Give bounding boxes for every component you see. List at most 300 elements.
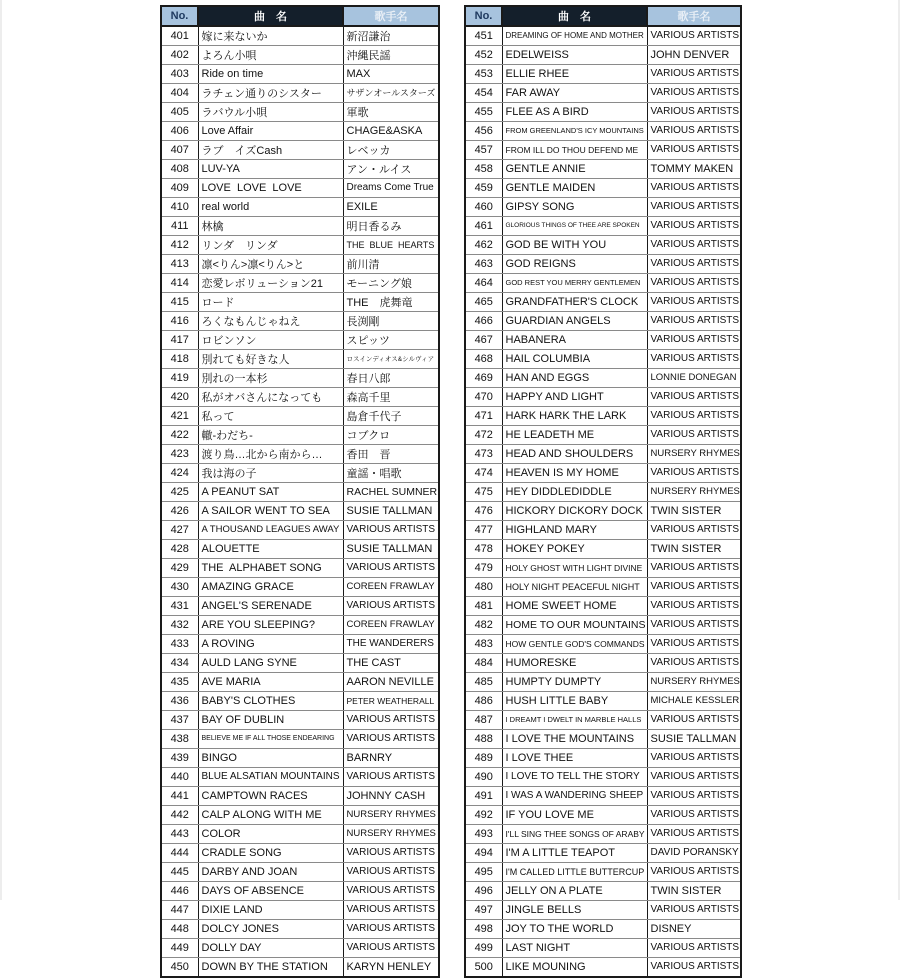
song-artist-cell-text: VARIOUS ARTISTS	[650, 277, 740, 289]
song-no-cell	[465, 920, 502, 939]
song-title-cell	[502, 673, 647, 692]
song-artist-cell	[647, 388, 741, 407]
song-no-cell	[161, 597, 198, 616]
song-title-cell-text: リンダ リンダ	[201, 239, 278, 252]
song-title-cell-text: 嫁に来ないか	[201, 30, 268, 43]
song-no-cell-text: 467	[474, 333, 493, 346]
song-artist-cell	[343, 730, 439, 749]
song-title-cell-text: GENTLE ANNIE	[505, 162, 586, 175]
song-artist-cell	[647, 464, 741, 483]
song-artist-cell-text: EXILE	[346, 200, 378, 213]
song-title-cell	[502, 65, 647, 84]
song-artist-cell	[343, 274, 439, 293]
table-row	[465, 46, 741, 65]
song-no-cell	[161, 293, 198, 312]
table-row	[161, 521, 439, 540]
song-title-cell	[502, 312, 647, 331]
song-title-cell	[502, 559, 647, 578]
song-title-cell-text: GLORIOUS THINGS OF THEE ARE SPOKEN	[505, 222, 640, 230]
song-artist-cell	[343, 559, 439, 578]
song-no-cell-text: 424	[170, 466, 189, 479]
song-artist-cell	[647, 901, 741, 920]
table-row	[161, 502, 439, 521]
song-no-cell	[161, 711, 198, 730]
song-artist-cell-text: VARIOUS ARTISTS	[650, 904, 740, 916]
song-artist-cell	[343, 160, 439, 179]
song-artist-cell-text: ロスインディオス&シルヴィア	[346, 356, 435, 364]
song-title-cell-text: LUV-YA	[201, 162, 240, 175]
song-no-cell	[465, 217, 502, 236]
song-artist-cell-text: VARIOUS ARTISTS	[650, 125, 740, 137]
song-artist-cell-text: コブクロ	[346, 429, 391, 442]
song-artist-cell-text: モーニング娘	[346, 277, 412, 290]
song-title-cell-text: I WAS A WANDERING SHEEP	[505, 790, 644, 802]
song-title-cell	[198, 84, 343, 103]
song-title-cell-text: HOLY GHOST WITH LIGHT DIVINE	[505, 562, 643, 573]
song-no-cell-text: 415	[170, 295, 189, 308]
song-no-cell	[465, 179, 502, 198]
table-row	[465, 141, 741, 160]
song-title-cell-text: 我は海の子	[201, 467, 257, 480]
song-title-cell	[502, 160, 647, 179]
song-no-cell-text: 431	[170, 599, 189, 612]
song-no-cell	[465, 464, 502, 483]
song-no-cell-text: 459	[474, 181, 493, 194]
song-title-cell-text: ANGEL'S SERENADE	[201, 599, 312, 612]
table-row	[465, 445, 741, 464]
table-row	[161, 939, 439, 958]
song-title-cell	[502, 730, 647, 749]
table-row	[161, 920, 439, 939]
song-title-cell	[198, 787, 343, 806]
song-no-cell	[465, 160, 502, 179]
song-no-cell	[161, 806, 198, 825]
table-row	[161, 407, 439, 426]
table-row	[465, 730, 741, 749]
song-title-cell	[502, 882, 647, 901]
table-row	[161, 464, 439, 483]
song-artist-cell-text: RACHEL SUMNER	[346, 485, 438, 498]
song-artist-cell-text: VARIOUS ARTISTS	[650, 752, 740, 764]
song-no-cell	[465, 882, 502, 901]
song-artist-cell-text: VARIOUS ARTISTS	[650, 638, 740, 650]
song-no-cell-text: 446	[170, 884, 189, 897]
song-artist-cell-text: DAVID PORANSKY	[650, 847, 739, 859]
song-no-cell	[465, 122, 502, 141]
table-row	[465, 274, 741, 293]
song-title-cell	[198, 920, 343, 939]
song-artist-cell	[343, 369, 439, 388]
song-no-cell	[465, 521, 502, 540]
song-artist-cell-text: CHAGE&ASKA	[346, 124, 423, 137]
song-title-cell	[198, 46, 343, 65]
song-no-cell	[161, 939, 198, 958]
song-artist-cell	[647, 217, 741, 236]
song-artist-cell-text: VARIOUS ARTISTS	[650, 467, 740, 479]
song-artist-cell-text: MICHALE KESSLER	[650, 695, 740, 707]
song-title-cell	[502, 825, 647, 844]
song-title-cell	[502, 597, 647, 616]
song-artist-cell-text: 長渕剛	[346, 315, 380, 328]
song-title-cell	[198, 312, 343, 331]
song-artist-cell	[343, 692, 439, 711]
song-no-cell-text: 474	[474, 466, 493, 479]
song-title-cell	[502, 426, 647, 445]
song-artist-cell	[647, 198, 741, 217]
table-row	[161, 844, 439, 863]
song-no-cell-text: 401	[170, 29, 189, 42]
song-artist-cell-text: VARIOUS ARTISTS	[650, 961, 740, 973]
song-title-cell	[198, 749, 343, 768]
table-row	[465, 502, 741, 521]
song-title-cell	[198, 635, 343, 654]
song-no-cell-text: 492	[474, 808, 493, 821]
table-row	[161, 749, 439, 768]
table-row	[465, 388, 741, 407]
song-artist-cell	[647, 369, 741, 388]
song-no-cell-text: 408	[170, 162, 189, 175]
song-artist-cell	[647, 293, 741, 312]
song-title-cell-text: GENTLE MAIDEN	[505, 181, 596, 194]
song-artist-cell	[343, 312, 439, 331]
song-artist-cell-text: 明日香るみ	[346, 220, 402, 233]
song-artist-cell	[343, 217, 439, 236]
song-artist-cell	[647, 426, 741, 445]
table-row	[465, 331, 741, 350]
song-title-cell-text: I'LL SING THEE SONGS OF ARABY	[505, 828, 645, 839]
song-no-cell-text: 438	[170, 732, 189, 745]
song-no-cell	[465, 312, 502, 331]
song-no-cell	[465, 426, 502, 445]
song-artist-cell	[343, 84, 439, 103]
song-no-cell-text: 458	[474, 162, 493, 175]
song-title-cell	[502, 464, 647, 483]
song-no-cell-text: 475	[474, 485, 493, 498]
song-artist-cell-text: VARIOUS ARTISTS	[650, 581, 740, 593]
song-title-cell-text: HUMPTY DUMPTY	[505, 675, 602, 688]
song-title-cell	[502, 350, 647, 369]
song-no-cell	[161, 84, 198, 103]
song-title-cell	[198, 483, 343, 502]
song-no-cell	[161, 312, 198, 331]
song-no-cell	[161, 464, 198, 483]
song-title-cell-text: 轍-わだち-	[201, 429, 253, 442]
song-title-cell-text: I'M CALLED LITTLE BUTTERCUP	[505, 866, 645, 877]
song-artist-cell-text: JOHN DENVER	[650, 48, 730, 61]
song-title-cell-text: BLUE ALSATIAN MOUNTAINS	[201, 771, 340, 783]
song-no-cell-text: 414	[170, 276, 189, 289]
table-row	[465, 179, 741, 198]
table-row	[465, 901, 741, 920]
song-artist-cell-text: レベッカ	[346, 144, 391, 157]
song-no-cell-text: 450	[170, 960, 189, 973]
song-title-cell-text: ARE YOU SLEEPING?	[201, 618, 316, 631]
song-no-cell-text: 466	[474, 314, 493, 327]
song-title-cell-text: AULD LANG SYNE	[201, 656, 297, 669]
song-title-cell	[198, 293, 343, 312]
song-no-cell-text: 500	[474, 960, 493, 973]
song-title-cell	[198, 578, 343, 597]
song-artist-cell-text: 森高千里	[346, 391, 391, 404]
song-title-cell-text: CALP ALONG WITH ME	[201, 808, 322, 821]
song-title-cell	[198, 255, 343, 274]
song-title-cell	[198, 331, 343, 350]
song-no-cell	[465, 369, 502, 388]
song-artist-cell	[647, 730, 741, 749]
song-title-cell-text: BELIEVE ME IF ALL THOSE ENDEARING	[201, 735, 335, 743]
song-title-cell-text: FROM GREENLAND'S ICY MOUNTAINS	[505, 126, 644, 136]
song-no-cell	[161, 407, 198, 426]
table-row	[465, 312, 741, 331]
song-artist-cell	[647, 597, 741, 616]
table-row	[161, 787, 439, 806]
song-artist-cell	[647, 236, 741, 255]
song-artist-cell-text: スピッツ	[346, 334, 391, 347]
song-artist-cell	[647, 882, 741, 901]
song-no-cell	[161, 255, 198, 274]
song-artist-cell-text: THE CAST	[346, 656, 401, 669]
song-artist-cell-text: VARIOUS ARTISTS	[650, 30, 740, 42]
table-row	[465, 122, 741, 141]
song-title-cell-text: ロビンソン	[201, 334, 257, 347]
song-artist-cell	[647, 540, 741, 559]
table-row	[161, 768, 439, 787]
song-artist-cell	[343, 198, 439, 217]
song-no-cell	[161, 635, 198, 654]
song-title-cell	[502, 616, 647, 635]
song-no-cell-text: 451	[474, 29, 493, 42]
song-artist-cell-text: AARON NEVILLE	[346, 675, 434, 688]
song-no-cell	[465, 711, 502, 730]
song-title-cell-text: HICKORY DICKORY DOCK	[505, 504, 643, 517]
song-artist-cell-text: VARIOUS ARTISTS	[650, 429, 740, 441]
song-title-cell-text: GIPSY SONG	[505, 200, 575, 213]
song-artist-cell	[647, 920, 741, 939]
song-title-cell-text: A PEANUT SAT	[201, 485, 280, 498]
song-no-cell	[161, 426, 198, 445]
song-title-cell-text: I LOVE THEE	[505, 751, 574, 764]
table-row	[161, 654, 439, 673]
table-row	[161, 692, 439, 711]
song-artist-cell-text: JOHNNY CASH	[346, 789, 426, 802]
table-row	[161, 369, 439, 388]
table-row	[161, 331, 439, 350]
table-row	[161, 255, 439, 274]
song-no-cell-text: 486	[474, 694, 493, 707]
song-artist-cell-text: NURSERY RHYMES	[650, 448, 740, 460]
song-artist-cell	[647, 635, 741, 654]
song-no-cell	[161, 844, 198, 863]
song-title-cell	[198, 882, 343, 901]
song-artist-cell	[343, 293, 439, 312]
table-row	[161, 825, 439, 844]
song-artist-cell	[343, 920, 439, 939]
song-title-cell-text: 渡り鳥…北から南から…	[201, 448, 323, 461]
song-no-cell	[465, 141, 502, 160]
song-artist-cell	[343, 103, 439, 122]
song-title-cell	[502, 654, 647, 673]
column-header-title: 曲 名	[502, 6, 647, 26]
song-artist-cell	[343, 350, 439, 369]
song-no-cell-text: 477	[474, 523, 493, 536]
song-artist-cell	[343, 540, 439, 559]
song-artist-cell-text: VARIOUS ARTISTS	[650, 144, 740, 156]
song-no-cell	[161, 540, 198, 559]
song-no-cell	[161, 160, 198, 179]
table-row	[161, 901, 439, 920]
song-title-cell	[502, 26, 647, 46]
song-title-cell	[502, 578, 647, 597]
song-artist-cell	[647, 84, 741, 103]
song-no-cell-text: 410	[170, 200, 189, 213]
song-title-cell-text: HOLY NIGHT PEACEFUL NIGHT	[505, 581, 640, 592]
song-no-cell-text: 498	[474, 922, 493, 935]
song-no-cell	[465, 445, 502, 464]
song-no-cell-text: 445	[170, 865, 189, 878]
song-no-cell	[161, 958, 198, 978]
song-title-cell-text: CAMPTOWN RACES	[201, 789, 308, 802]
table-row	[161, 540, 439, 559]
song-artist-cell-text: VARIOUS ARTISTS	[346, 923, 436, 935]
song-no-cell-text: 448	[170, 922, 189, 935]
song-no-cell-text: 470	[474, 390, 493, 403]
song-title-cell	[502, 217, 647, 236]
song-title-cell	[502, 806, 647, 825]
song-title-cell	[502, 711, 647, 730]
song-artist-cell	[647, 141, 741, 160]
song-artist-cell	[647, 26, 741, 46]
song-no-cell	[465, 46, 502, 65]
song-no-cell	[465, 578, 502, 597]
song-artist-cell	[647, 103, 741, 122]
song-artist-cell	[647, 692, 741, 711]
song-no-cell	[465, 483, 502, 502]
song-no-cell	[465, 806, 502, 825]
song-no-cell-text: 434	[170, 656, 189, 669]
song-title-cell	[198, 464, 343, 483]
song-no-cell	[465, 293, 502, 312]
table-row	[161, 236, 439, 255]
song-title-cell	[198, 103, 343, 122]
song-title-cell	[198, 26, 343, 46]
song-artist-cell	[647, 616, 741, 635]
table-row	[465, 426, 741, 445]
song-no-cell-text: 457	[474, 143, 493, 156]
song-no-cell-text: 481	[474, 599, 493, 612]
song-artist-cell	[343, 426, 439, 445]
song-title-cell-text: BABY'S CLOTHES	[201, 694, 296, 707]
song-title-cell-text: JINGLE BELLS	[505, 903, 582, 916]
song-title-cell-text: 私って	[201, 410, 235, 423]
song-no-cell	[161, 369, 198, 388]
song-artist-cell	[647, 122, 741, 141]
song-table-right	[464, 5, 742, 978]
song-artist-cell-text: VARIOUS ARTISTS	[346, 847, 436, 859]
song-title-cell-text: LAST NIGHT	[505, 941, 571, 954]
song-artist-cell	[647, 46, 741, 65]
table-row	[465, 768, 741, 787]
song-no-cell-text: 460	[474, 200, 493, 213]
song-artist-cell-text: TWIN SISTER	[650, 542, 722, 555]
table-row	[465, 654, 741, 673]
song-no-cell-text: 416	[170, 314, 189, 327]
song-no-cell-text: 444	[170, 846, 189, 859]
song-artist-cell-text: Dreams Come True	[346, 182, 434, 194]
song-no-cell	[161, 882, 198, 901]
song-no-cell-text: 479	[474, 561, 493, 574]
song-artist-cell	[647, 825, 741, 844]
song-no-cell	[465, 236, 502, 255]
song-title-cell-text: HIGHLAND MARY	[505, 523, 597, 536]
song-no-cell	[465, 198, 502, 217]
song-artist-cell-text: VARIOUS ARTISTS	[346, 600, 436, 612]
song-artist-cell	[343, 863, 439, 882]
table-row	[161, 160, 439, 179]
song-title-cell	[502, 692, 647, 711]
song-title-cell-text: HUMORESKE	[505, 656, 577, 669]
song-no-cell-text: 421	[170, 409, 189, 422]
song-no-cell-text: 433	[170, 637, 189, 650]
song-no-cell-text: 412	[170, 238, 189, 251]
table-row	[465, 958, 741, 978]
song-no-cell-text: 443	[170, 827, 189, 840]
song-no-cell	[465, 654, 502, 673]
table-row	[161, 711, 439, 730]
song-artist-cell-text: 沖縄民謡	[346, 49, 391, 62]
song-title-cell-text: HABANERA	[505, 333, 567, 346]
song-artist-cell-text: VARIOUS ARTISTS	[650, 106, 740, 118]
song-title-cell	[502, 255, 647, 274]
song-no-cell	[465, 255, 502, 274]
song-title-cell	[198, 654, 343, 673]
table-row	[465, 293, 741, 312]
song-title-cell	[198, 806, 343, 825]
song-title-cell	[502, 901, 647, 920]
song-title-cell	[502, 46, 647, 65]
column-header-artist: 歌手名	[647, 6, 741, 26]
song-artist-cell	[647, 160, 741, 179]
song-title-cell-text: ロード	[201, 296, 235, 309]
song-no-cell	[161, 920, 198, 939]
song-no-cell	[465, 84, 502, 103]
song-artist-cell	[647, 578, 741, 597]
song-title-cell	[198, 160, 343, 179]
song-artist-cell-text: SUSIE TALLMAN	[346, 504, 433, 517]
song-artist-cell-text: サザンオールスターズ	[346, 88, 436, 99]
song-artist-cell-text: VARIOUS ARTISTS	[346, 866, 436, 878]
song-artist-cell	[343, 65, 439, 84]
song-artist-cell-text: COREEN FRAWLAY	[346, 619, 435, 631]
song-no-cell	[161, 559, 198, 578]
song-artist-cell	[343, 331, 439, 350]
table-row	[161, 122, 439, 141]
song-title-cell	[502, 274, 647, 293]
song-title-cell	[502, 958, 647, 978]
song-no-cell	[161, 863, 198, 882]
table-row	[465, 863, 741, 882]
song-title-cell-text: THE ALPHABET SONG	[201, 561, 322, 574]
song-title-cell	[502, 445, 647, 464]
song-artist-cell	[647, 806, 741, 825]
song-artist-cell-text: KARYN HENLEY	[346, 960, 432, 973]
table-row	[161, 46, 439, 65]
song-artist-cell-text: NURSERY RHYMES	[650, 486, 740, 498]
song-artist-cell-text: VARIOUS ARTISTS	[650, 239, 740, 251]
song-title-cell-text: ろくなもんじゃねえ	[201, 315, 301, 328]
song-artist-cell	[647, 844, 741, 863]
song-artist-cell	[343, 141, 439, 160]
song-title-cell	[198, 179, 343, 198]
